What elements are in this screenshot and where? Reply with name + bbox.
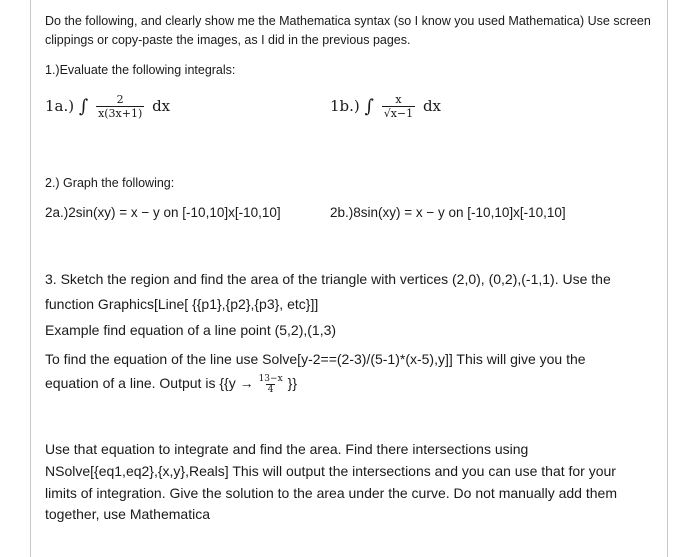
final-line-3: limits of integration. Give the solution to the area under the curve. Do not manually add them: [45, 485, 617, 501]
intro-line-2: clippings or copy-paste the images, as I did in the previous pages.: [45, 33, 411, 47]
question-1a-fraction: [96, 94, 144, 120]
question-2-heading: 2.) Graph the following:: [45, 176, 175, 190]
question-1a-label: 1a.): [45, 97, 75, 115]
differential: dx: [422, 97, 441, 115]
question-3-output-line: [45, 371, 297, 396]
question-3-example: Example find equation of a line point (5,2),(1,3): [45, 322, 337, 338]
fraction-numerator: x: [395, 93, 402, 106]
question-1a: [45, 88, 170, 125]
integral-sign: ∫: [364, 96, 374, 117]
final-line-1: Use that equation to integrate and find the area. Find there intersections using: [45, 441, 529, 457]
output-fraction: [257, 374, 285, 395]
fraction-denominator: √x−1: [383, 107, 414, 120]
question-1b-label: 1b.): [330, 97, 360, 115]
differential: dx: [152, 97, 171, 115]
question-1-heading: 1.)Evaluate the following integrals:: [45, 63, 236, 77]
question-2b: 2b.)8sin(xy) = x − y on [-10,10]x[-10,10]: [330, 205, 566, 220]
fraction-numerator: 13−x: [258, 373, 283, 384]
integral-sign: ∫: [78, 96, 89, 117]
question-3-solve-line: To find the equation of the line use Solve[y-2==(2-3)/(5-1)*(x-5),y]] This will give you the: [45, 351, 586, 367]
intro-line-1: Do the following, and clearly show me the Mathematica syntax (so I know you used Mathematica) Use screen: [45, 14, 651, 28]
question-2a: 2a.)2sin(xy) = x − y on [-10,10]x[-10,10]: [45, 205, 281, 220]
fraction-denominator: x(3x+1): [98, 107, 143, 120]
question-3-line-1: 3. Sketch the region and find the area of the triangle with vertices (2,0), (0,2),(-1,1). Use the: [45, 271, 611, 287]
question-3-line-2: function Graphics[Line[ {{p1},{p2},{p3}, etc}]]: [45, 296, 319, 312]
output-prefix: equation of a line. Output is {{y →: [45, 375, 254, 391]
fraction-numerator: 2: [116, 93, 124, 106]
output-suffix: }}: [287, 375, 298, 391]
question-1b: [330, 88, 441, 125]
final-line-2: NSolve[{eq1,eq2},{x,y},Reals] This will output the intersections and you can use that for your: [45, 463, 616, 479]
fraction-denominator: 4: [267, 384, 274, 395]
question-1b-fraction: [382, 94, 415, 120]
final-line-4: together, use Mathematica: [45, 506, 210, 522]
